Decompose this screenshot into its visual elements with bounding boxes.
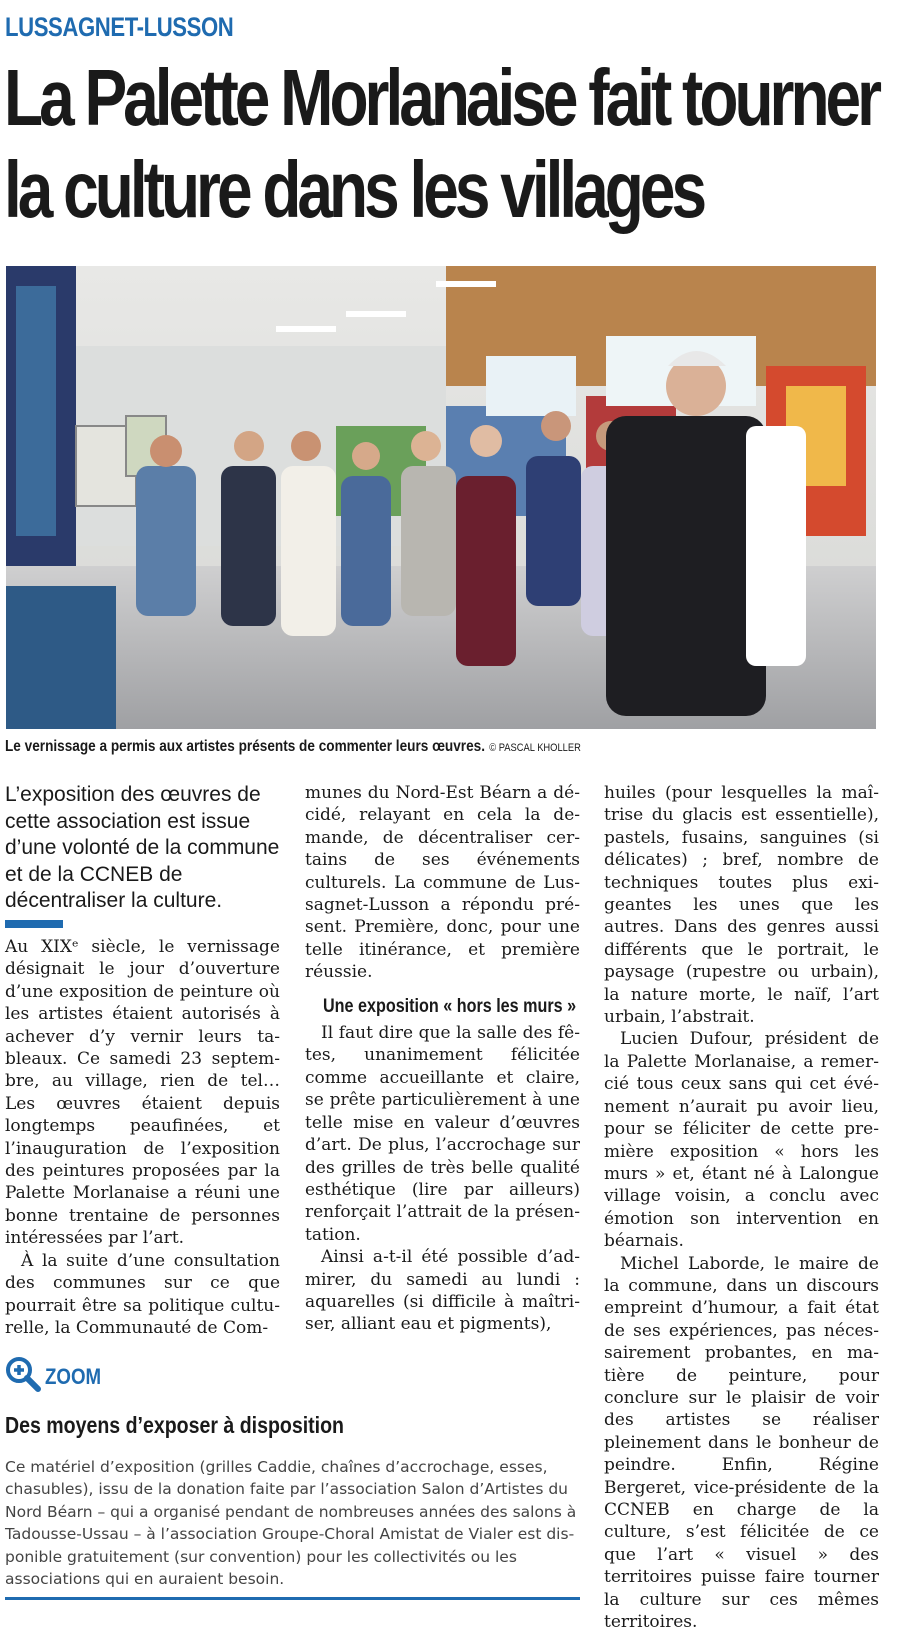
zoom-text: ZOOM — [45, 1363, 102, 1389]
col3-paragraph-2: Lucien Dufour, président de la Palette Morlanaise, a remercié tous ceux sans qui cet événement n’aurait pu avoir lieu, pour se féliciter de cette première exposition « hors les murs » et, étant né à Lalongue village voisin, a conclu avec émotion son intervention en béarnais. — [604, 1029, 879, 1252]
zoom-box-text: Ce matériel d’exposition (grilles Caddie, chaînes d’accrochage, esses, chasubles), issu de la donation faite par l’association Salon d’Artistes du Nord Béarn – qui a organisé pendant de nombreuses années des salons à Tadousse-Ussau – à l’association Groupe-Choral Amistat de Vialer est disponible gratuitement (sur convention) pour les collectivités ou les associations qui en auraient besoin. — [5, 1458, 577, 1589]
caption-text: Le vernissage a permis aux artistes présents de commenter leurs œuvres. — [5, 738, 485, 755]
col3-paragraph-3: Michel Laborde, le maire de la commune, dans un discours empreint d’humour, a fait état de ses expériences, pas nécessairement probantes, en matière de peinture, pour conclure sur le plaisir de voir des artistes se réaliser pleinement dans le bonheur de peindre. Enfin, Régine Bergeret, vice-présidente de la CCNEB en charge de la culture, s’est félicitée de ce que l’art « visuel » des territoires puisse faire tourner la culture sur ces mêmes territoires. — [604, 1253, 879, 1633]
lead-accent-rule — [5, 920, 63, 928]
article-photo — [6, 266, 876, 729]
headline-line-2: la culture dans les villages — [4, 145, 704, 234]
col1-paragraph-1: Au XIXᵉ siècle, le vernissage désignait le jour d’ouverture d’une exposition de peinture où les artistes étaient autorisés à achever d’y vernir leurs tableaux. Ce samedi 23 septembre, au village, rien de tel… Les œuvres étaient depuis longtemps peaufinées, et l’inauguration de l’exposition des peintures proposées par la Palette Morlanaise a réuni une bonne trentaine de personnes intéressées par l’art. — [5, 937, 280, 1249]
col2-paragraph-3: Ainsi a-t-il été possible d’admirer, du samedi au lundi : aquarelles (si difficile à maîtriser, alliant eau et pigments), — [305, 1247, 580, 1335]
col1-paragraph-2: À la suite d’une consultation des communes sur ce que pourrait être sa politique culturelle, la Communauté de Com- — [5, 1250, 280, 1338]
bottom-accent-rule — [5, 1597, 580, 1600]
col2-paragraph-1: munes du Nord-Est Béarn a décidé, relayant en cela la demande, de décentraliser certains de ses événements culturels. La commune de Lussagnet-Lusson a répondu présent. Première, donc, pour une telle itinérance, et première réussie. — [305, 783, 580, 983]
column-3 — [604, 782, 879, 1633]
col3-paragraph-1: huiles (pour lesquelles la maîtrise du glacis est essentielle), pastels, fusains, sanguines (si délicates) ; bref, nombre de techniques toutes plus exigeantes les unes que les autres. Dans des genres aussi différents que le portrait, le paysage (rupestre ou urbain), la nature morte, le naïf, l’art urbain, l’abstrait. — [604, 783, 879, 1028]
lead-paragraph: L’exposition des œuvres de cette association est issue d’une volonté de la commune et de la CCNEB de décentraliser la culture. — [5, 783, 280, 912]
section-subhead: Une exposition « hors les murs » — [323, 995, 577, 1017]
photo-credit: © PASCAL KHOLLER — [489, 742, 581, 754]
zoom-label — [5, 1356, 111, 1397]
headline-line-1: La Palette Morlanaise fait tourner — [4, 53, 879, 142]
column-2 — [305, 782, 580, 1336]
kicker: LUSSAGNET-LUSSON — [5, 12, 234, 42]
column-1 — [5, 936, 280, 1339]
col2-paragraph-2: Il faut dire que la salle des fêtes, unanimement félicitée comme accueillante et claire, se prête particulièrement à une telle mise en valeur d’œuvres d’art. De plus, l’accrochage sur des grilles de très belle qualité esthétique (lire par ailleurs) renforçait l’attrait de la présentation. — [305, 1023, 580, 1245]
photo-caption — [5, 738, 855, 756]
headline — [4, 52, 884, 236]
zoom-box-title: Des moyens d’exposer à disposition — [5, 1412, 344, 1438]
magnifier-plus-icon — [5, 1356, 41, 1397]
